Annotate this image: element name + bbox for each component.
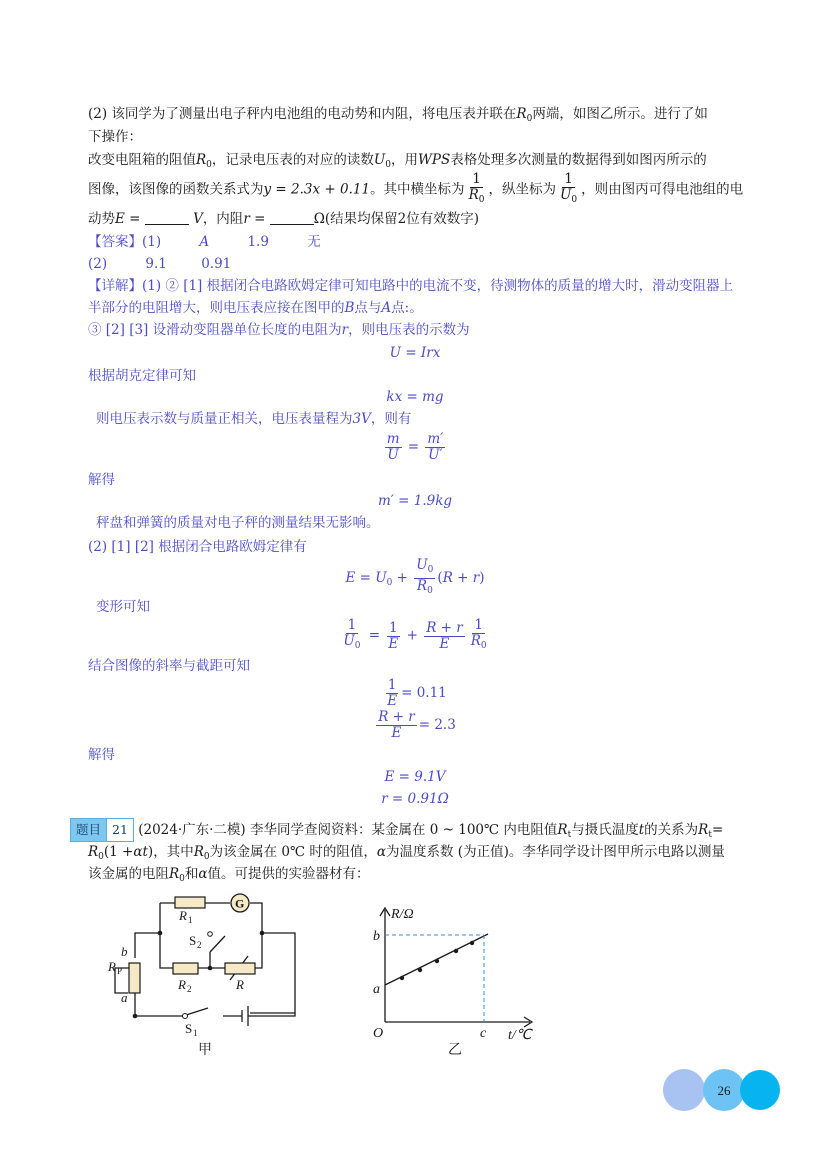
- q2-line2: 下操作：: [88, 129, 142, 145]
- detail-p5: 则电压表示数与质量正相关，电压表量程为3V，则有: [96, 411, 412, 427]
- q21-line2: $R_0(1 +\alpha t)$，其中$R_0$为该金属在 0℃ 时的阻值，α为温度系数 (为正值)。李华同学设计图甲所示电路以测量: [88, 844, 725, 862]
- svg-text:G: G: [235, 896, 245, 911]
- svg-text:乙: 乙: [448, 1043, 462, 1058]
- detail-p11: 解得: [88, 747, 115, 763]
- q21-line3: 该金属的电阻$R_0$和α值。可提供的实验器材有：: [88, 866, 370, 884]
- question-number: 21: [106, 818, 134, 842]
- detail-p9: 变形可知: [96, 599, 150, 615]
- svg-text:S: S: [189, 933, 197, 948]
- detail-p8: (2) [1] [2] 根据闭合电路欧姆定律有: [88, 539, 307, 555]
- q2-line3: 改变电阻箱的阻值$R_0$，记录电压表的对应的读数$U_0$，用WPS表格处理多次测量的数据得到如图丙所示的: [88, 152, 707, 170]
- eq-kx-mg: kx = mg: [386, 389, 444, 405]
- svg-text:1: 1: [193, 1028, 198, 1038]
- blank-E: [145, 210, 189, 225]
- detail-p3: ③ [2] [3] 设滑动变阻器单位长度的电阻为r，则电压表的示数为: [88, 322, 470, 338]
- eq-E-result: E = 9.1V: [384, 769, 446, 785]
- svg-text:2: 2: [197, 940, 202, 950]
- eq-transform: $\frac{1}{U_0}$ = $\frac{1}{E}$ + $\frac{R + r}{E}$ $\frac{1}{R_0}$: [343, 617, 487, 652]
- svg-text:a: a: [121, 990, 128, 1005]
- eq-m-result: m′ = 1.9kg: [377, 493, 453, 509]
- page-number: 26: [717, 1083, 731, 1098]
- svg-text:c: c: [480, 1026, 487, 1041]
- svg-text:b: b: [373, 929, 380, 944]
- q2-line1: (2) 该同学为了测量出电子秤内电池组的电动势和内阻，将电压表并联在$R_0$两端，如图乙所示。进行了如: [88, 106, 708, 124]
- answer-row1: 【答案】(1) A 1.9 无: [88, 234, 321, 250]
- svg-text:b: b: [121, 944, 128, 959]
- svg-text:R: R: [108, 959, 116, 974]
- detail-p4: 根据胡克定律可知: [88, 368, 196, 384]
- svg-text:R: R: [179, 908, 187, 923]
- svg-text:1: 1: [188, 915, 193, 925]
- detail-p10: 结合图像的斜率与截距可知: [88, 658, 250, 674]
- svg-text:t/℃: t/℃: [508, 1028, 532, 1043]
- answer-row2: (2) 9.1 0.91: [88, 256, 232, 272]
- svg-text:R/Ω: R/Ω: [391, 907, 414, 922]
- detail-p1: 【详解】(1) ② [1] 根据闭合电路欧姆定律可知电路中的电流不变，待测物体的质量的增大时，滑动变阻器上: [88, 278, 734, 294]
- eq-U-Irx: U = Irx: [389, 345, 441, 361]
- eq-ratio: $\frac{m}{U}$ = $\frac{m'}{U'}$: [386, 431, 444, 463]
- q21-line1: 题目 21 (2024·广东·二模) 李华同学查阅资料：某金属在 0 ~ 100℃ 内电阻值$R_t$与摄氏温度t的关系为$R_t=$: [70, 818, 723, 845]
- circuit-diagram-jia: [100, 888, 310, 1058]
- blank-r: [270, 210, 314, 225]
- q2-line5: 动势E = V，内阻r = Ω(结果均保留2位有效数字): [88, 211, 480, 227]
- detail-p7: 秤盘和弹簧的质量对电子秤的测量结果无影响。: [96, 515, 380, 531]
- detail-p2: 半部分的电阻增大，则电压表应接在图甲的B点与A点:。: [88, 300, 423, 316]
- svg-text:2: 2: [187, 984, 192, 994]
- svg-text:S: S: [185, 1021, 193, 1036]
- svg-text:O: O: [373, 1026, 384, 1041]
- svg-text:R: R: [178, 977, 186, 992]
- graph-yi: [360, 900, 550, 1060]
- question-tag: 题目: [70, 818, 107, 842]
- eq-E-ohm: $E = U_0$ + $\frac{U_0}{R_0}$ (R + r): [345, 557, 485, 596]
- svg-text:a: a: [373, 982, 380, 997]
- detail-p6: 解得: [88, 472, 115, 488]
- eq-intercept: $\frac{1}{E}$ = 0.11: [387, 677, 447, 709]
- q2-line4: 图像，该图像的函数关系式为y = 2.3x + 0.11。其中横坐标为 $\frac{1}{R_0}$ ，纵坐标为 $\frac{1}{U_0}$ ，则由图丙可得电池组的电: [88, 171, 744, 205]
- svg-text:甲: 甲: [198, 1043, 212, 1058]
- eq-slope: $\frac{R + r}{E}$ = 2.3: [378, 709, 456, 741]
- svg-text:P: P: [117, 966, 123, 976]
- page-number-badge: [660, 1068, 785, 1116]
- svg-text:R: R: [236, 977, 244, 992]
- eq-r-result: r = 0.91Ω: [381, 791, 449, 807]
